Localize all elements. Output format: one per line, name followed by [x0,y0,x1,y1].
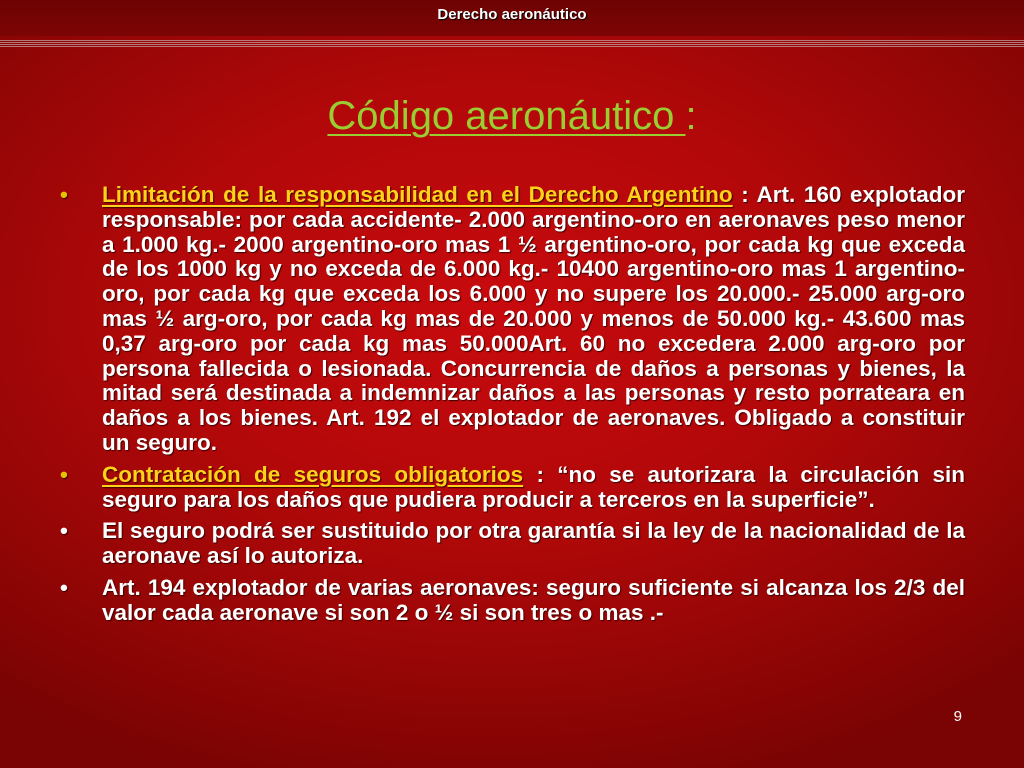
bullet-item [60,519,965,569]
bullet-dot-icon: • [60,518,68,544]
bullet-dot-icon: • [60,574,68,600]
bullet-lead: Contratación de seguros obligatorios [102,461,524,487]
bullet-item [60,463,965,513]
bullet-text: El seguro podrá ser sustituido por otra garantía si la ley de la nacionalidad de la aeronave así lo autoriza. [102,518,965,569]
bullet-text: : Art. 160 explotador responsable: por cada accidente- 2.000 argentino-oro en aeronaves peso menor a 1.000 kg.- 2000 argentino-oro mas 1 ½ argentino-oro, por cada kg que exceda de los 1000 kg y no exceda de 6.000 kg.- 10400 argentino-oro mas 1 argentino-oro, por cada kg que exceda los 6.000 y no supere los 20.000.- 25.000 arg-oro mas ½ arg-oro, por cada kg mas de 20.000 y menos de 50.000 kg.- 43.600 mas 0,37 arg-oro por cada kg mas 50.000Art. 60 no excedera 2.000 arg-oro por persona fallecida o lesionada. Concurrencia de daños a personas y bienes, la mitad será destinada a indemnizar daños a las personas y resto porrateara en daños a los bienes. Art. 192 el explotador de aeronaves. Obligado a constituir un seguro. [102,182,965,455]
slide-title-colon: : [685,94,697,138]
bullet-item [60,576,965,626]
slide-title-text: Código aeronáutico [327,94,686,138]
bullet-dot-icon: • [60,182,68,207]
bullet-text: Art. 194 explotador de varias aeronaves: seguro suficiente si alcanza los 2/3 del valor cada aeronave si son 2 o ½ si son tres o mas .- [102,574,965,625]
slide-title [0,90,1024,142]
bullet-lead: Limitación de la responsabilidad en el Derecho Argentino [102,182,733,207]
header-divider [0,40,1024,48]
header-title: Derecho aeronáutico [437,6,587,23]
slide-number: 9 [953,708,962,725]
slide-header [0,0,1024,36]
bullet-list [60,183,965,633]
bullet-text: : “no se autorizara la circulación sin seguro para los daños que pudiera producir a terceros en la superficie”. [102,461,966,512]
bullet-dot-icon: • [60,461,68,487]
bullet-item [60,183,965,456]
